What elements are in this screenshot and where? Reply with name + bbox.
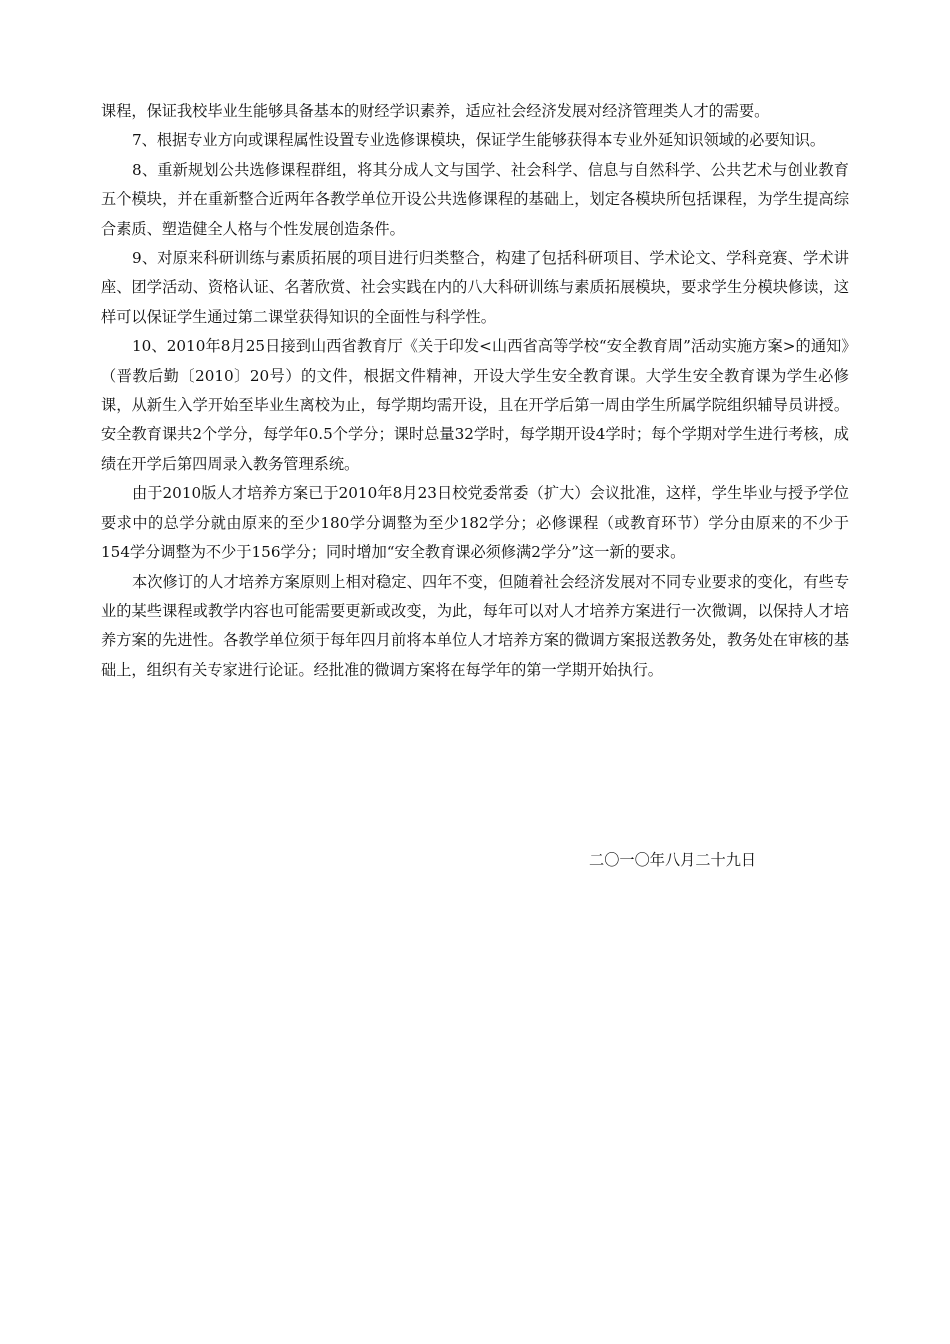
paragraph-item-7: 7、根据专业方向或课程属性设置专业选修课模块，保证学生能够获得本专业外延知识领域的必要知识。: [132, 131, 826, 150]
paragraph-item-9: 9、对原来科研训练与素质拓展的项目进行归类整合，构建了包括科研项目、学术论文、学科竞赛、学术讲座、团学活动、资格认证、名著欣赏、社会实践在内的八大科研训练与素质拓展模块，要求学生分模块修读，这样可以保证学生通过第二课堂获得知识的全面性与科学性。: [101, 249, 849, 326]
paragraph-continuation: 课程，保证我校毕业生能够具备基本的财经学识素养，适应社会经济发展对经济管理类人才的需要。: [101, 102, 770, 120]
document-date: 二〇一〇年八月二十九日: [589, 851, 757, 869]
paragraph-revision-policy: 本次修订的人才培养方案原则上相对稳定、四年不变，但随着社会经济发展对不同专业要求的变化，有些专业的某些课程或教学内容也可能需要更新或改变，为此，每年可以对人才培养方案进行一次微调，以保持人才培养方案的先进性。各教学单位须于每年四月前将本单位人才培养方案的微调方案报送教务处，教务处在审核的基础上，组织有关专家进行论证。经批准的微调方案将在每学年的第一学期开始执行。: [101, 572, 849, 679]
paragraph-item-10: 10、2010年8月25日接到山西省教育厅《关于印发<山西省高等学校“安全教育周”活动实施方案>的通知》（晋教后勤〔2010〕20号）的文件，根据文件精神，开设大学生安全教育课。大学生安全教育课为学生必修课，从新生入学开始至毕业生离校为止，每学期均需开设，且在开学后第一周由学生所属学院组织辅导员讲授。安全教育课共2个学分，每学年0.5个学分；课时总量32学时，每学期开设4学时；每个学期对学生进行考核，成绩在开学后第四周录入教务管理系统。: [101, 337, 849, 473]
paragraph-item-8: 8、重新规划公共选修课程群组，将其分成人文与国学、社会科学、信息与自然科学、公共艺术与创业教育五个模块，并在重新整合近两年各教学单位开设公共选修课程的基础上，划定各模块所包括课程，为学生提高综合素质、塑造健全人格与个性发展创造条件。: [101, 160, 849, 238]
paragraph-credit-adjustment: 由于2010版人才培养方案已于2010年8月23日校党委常委（扩大）会议批准，这样，学生毕业与授予学位要求中的总学分就由原来的至少180学分调整为至少182学分；必修课程（或教育环节）学分由原来的不少于154学分调整为不少于156学分；同时增加“安全教育课必须修满2学分”这一新的要求。: [101, 484, 849, 562]
document-body: [101, 97, 849, 685]
